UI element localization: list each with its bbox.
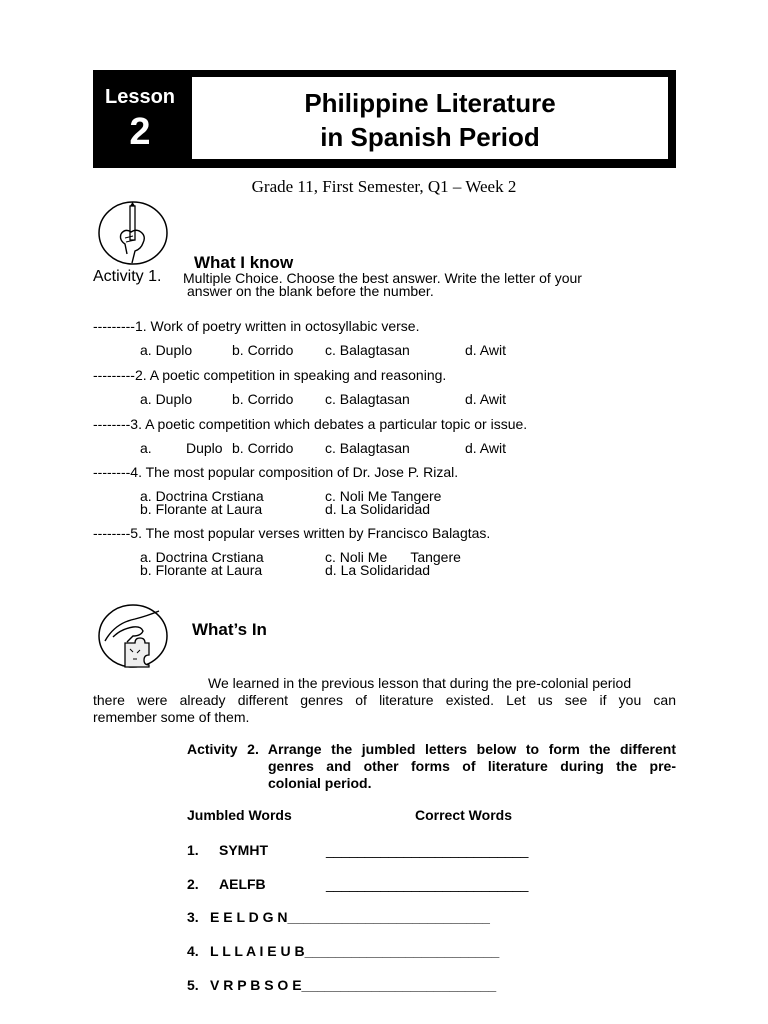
choice-5c: c. Noli Me Tangere [325, 549, 461, 565]
item-2-word: AELFB [219, 876, 266, 892]
title-line-1: Philippine Literature [304, 88, 556, 118]
lesson-label: Lesson [104, 86, 176, 108]
page-title [192, 86, 668, 154]
choice-3c: c. Balagtasan [325, 440, 410, 456]
title-line-2: in Spanish Period [320, 122, 540, 152]
hand-pencil-icon [97, 200, 169, 266]
choice-3b: b. Corrido [232, 440, 294, 456]
item-3-word[interactable]: E E L D G N__________________________ [210, 909, 490, 925]
whats-in-heading: What’s In [192, 620, 267, 639]
lesson-number: 2 [129, 111, 151, 153]
choice-3d: d. Awit [465, 440, 506, 456]
question-5: --------5. The most popular verses written by Francisco Balagtas. [93, 525, 491, 541]
activity-2-line-1: Activity 2. Arrange the jumbled letters below to form the different [187, 741, 676, 757]
hand-puzzle-icon [97, 603, 169, 669]
question-1: ---------1. Work of poetry written in octosyllabic verse. [93, 318, 420, 334]
choice-1a: a. Duplo [140, 342, 193, 358]
item-2-blank[interactable]: __________________________ [326, 876, 529, 892]
choice-4c: c. Noli Me Tangere [325, 488, 442, 504]
choice-5a: a. Doctrina Crstiana [140, 549, 264, 565]
question-3: --------3. A poetic competition which debates a particular topic or issue. [93, 416, 528, 432]
item-5-number: 5. [187, 977, 199, 993]
paragraph-line-3: remember some of them. [93, 709, 250, 725]
paragraph-line-2: there were already different genres of literature existed. Let us see if you can [93, 692, 676, 708]
paragraph-line-1: We learned in the previous lesson that during the pre-colonial period [208, 675, 632, 691]
choice-3a-text: Duplo [186, 440, 223, 456]
item-4-word[interactable]: L L L A I E U B_________________________ [210, 943, 500, 959]
choice-4b: b. Florante at Laura [140, 501, 263, 517]
correct-words-header: Correct Words [415, 807, 512, 823]
item-5-word[interactable]: V R P B S O E_________________________ [210, 977, 497, 993]
question-2: ---------2. A poetic competition in speaking and reasoning. [93, 367, 447, 383]
item-2-number: 2. [187, 876, 199, 892]
item-1-word: SYMHT [219, 842, 268, 858]
what-i-know-heading: What I know [194, 253, 294, 272]
activity-1-instruction-2: answer on the blank before the number. [187, 283, 434, 299]
question-4: --------4. The most popular composition of Dr. Jose P. Rizal. [93, 464, 459, 480]
item-4-number: 4. [187, 943, 199, 959]
subtitle: Grade 11, First Semester, Q1 – Week 2 [251, 177, 517, 196]
choice-2c: c. Balagtasan [325, 391, 410, 407]
choice-3a: a. [140, 440, 152, 456]
activity-2-line-3: colonial period. [268, 775, 372, 791]
choice-5b: b. Florante at Laura [140, 562, 263, 578]
jumbled-words-header: Jumbled Words [187, 807, 292, 823]
choice-2b: b. Corrido [232, 391, 294, 407]
choice-1d: d. Awit [465, 342, 506, 358]
activity-1-label: Activity 1. [93, 268, 162, 285]
item-1-number: 1. [187, 842, 199, 858]
choice-1b: b. Corrido [232, 342, 294, 358]
choice-5d: d. La Solidaridad [325, 562, 431, 578]
choice-4d: d. La Solidaridad [325, 501, 431, 517]
item-1-blank[interactable]: __________________________ [326, 842, 529, 858]
activity-2-line-2: genres and other forms of literature during the pre- [268, 758, 676, 774]
choice-2d: d. Awit [465, 391, 506, 407]
activity-1-instruction: Multiple Choice. Choose the best answer. Write the letter of your [183, 270, 582, 286]
choice-4a: a. Doctrina Crstiana [140, 488, 264, 504]
item-3-number: 3. [187, 909, 199, 925]
choice-2a: a. Duplo [140, 391, 193, 407]
choice-1c: c. Balagtasan [325, 342, 410, 358]
